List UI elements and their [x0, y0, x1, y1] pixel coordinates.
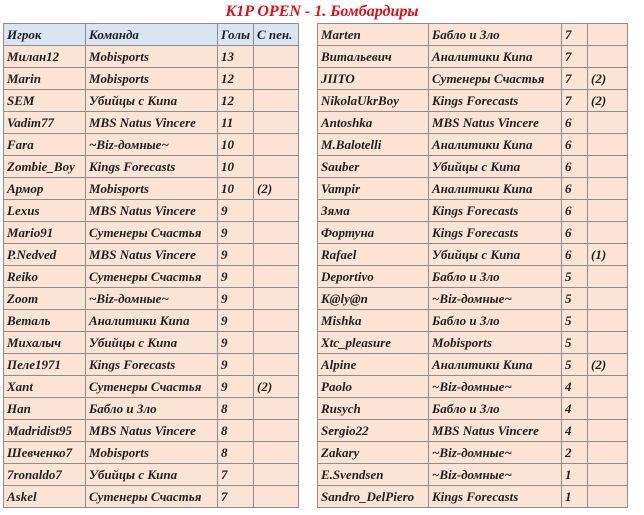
cell-player: Zakary: [318, 442, 429, 464]
cell-team: Mobisports: [86, 68, 218, 90]
cell-penalty: (2): [588, 90, 628, 112]
cell-penalty: [254, 332, 299, 354]
cell-player: Zoom: [4, 288, 86, 310]
cell-player: Alpine: [318, 354, 429, 376]
cell-team: Аналитики Кипа: [429, 354, 562, 376]
cell-penalty: [254, 310, 299, 332]
cell-player: Paolo: [318, 376, 429, 398]
cell-team: Аналитики Кипа: [86, 310, 218, 332]
cell-player: Зяма: [318, 200, 429, 222]
cell-penalty: [254, 398, 299, 420]
cell-team: Mobisports: [86, 442, 218, 464]
table-row: [318, 90, 628, 112]
table-row: [4, 442, 299, 464]
cell-goals: 10: [218, 178, 254, 200]
cell-team: MBS Natus Vincere: [86, 244, 218, 266]
cell-penalty: [588, 332, 628, 354]
cell-team: Сутенеры Счастья: [429, 68, 562, 90]
cell-team: Убийцы с Кипа: [429, 156, 562, 178]
table-row: [318, 244, 628, 266]
cell-penalty: [588, 112, 628, 134]
table-row: [318, 266, 628, 288]
cell-goals: 7: [562, 24, 588, 46]
table-row: [4, 200, 299, 222]
cell-player: Веталь: [4, 310, 86, 332]
cell-goals: 7: [562, 46, 588, 68]
cell-team: Аналитики Кипа: [429, 134, 562, 156]
cell-team: MBS Natus Vincere: [429, 112, 562, 134]
cell-team: Убийцы с Кипа: [86, 90, 218, 112]
cell-player: Xant: [4, 376, 86, 398]
scorers-table-right: [317, 23, 628, 508]
table-row: [318, 332, 628, 354]
cell-penalty: [588, 420, 628, 442]
cell-player: 7ronaldo7: [4, 464, 86, 486]
cell-goals: 9: [218, 222, 254, 244]
cell-penalty: [254, 112, 299, 134]
cell-penalty: [254, 222, 299, 244]
cell-penalty: (2): [588, 68, 628, 90]
table-row: [4, 354, 299, 376]
cell-team: Kings Forecasts: [86, 354, 218, 376]
cell-player: Милан12: [4, 46, 86, 68]
table-row: [318, 112, 628, 134]
cell-goals: 12: [218, 68, 254, 90]
table-row: [318, 420, 628, 442]
cell-penalty: (2): [254, 178, 299, 200]
table-row: [318, 24, 628, 46]
header-goals: Голы: [218, 24, 254, 46]
cell-goals: 10: [218, 156, 254, 178]
table-row: [4, 134, 299, 156]
table-row: [318, 46, 628, 68]
cell-team: Бабло и Зло: [429, 24, 562, 46]
table-row: [318, 376, 628, 398]
cell-player: K@ly@n: [318, 288, 429, 310]
cell-goals: 1: [562, 464, 588, 486]
table-row: [318, 442, 628, 464]
cell-team: Kings Forecasts: [429, 222, 562, 244]
cell-penalty: [254, 244, 299, 266]
cell-team: Убийцы с Кипа: [86, 332, 218, 354]
cell-goals: 9: [218, 200, 254, 222]
table-row: [4, 310, 299, 332]
scorers-table-left: [3, 23, 299, 508]
table-row: [318, 398, 628, 420]
cell-goals: 9: [218, 266, 254, 288]
cell-team: Сутенеры Счастья: [86, 222, 218, 244]
cell-goals: 8: [218, 398, 254, 420]
cell-penalty: [254, 200, 299, 222]
cell-penalty: [254, 486, 299, 508]
cell-player: JIITO: [318, 68, 429, 90]
cell-penalty: [254, 156, 299, 178]
cell-team: ~Biz-домные~: [86, 134, 218, 156]
table-header-row: [4, 24, 299, 46]
cell-player: Rusych: [318, 398, 429, 420]
cell-goals: 7: [562, 68, 588, 90]
cell-player: Zombie_Boy: [4, 156, 86, 178]
cell-team: Kings Forecasts: [429, 486, 562, 508]
cell-player: Antoshka: [318, 112, 429, 134]
cell-team: Сутенеры Счастья: [86, 376, 218, 398]
table-row: [318, 222, 628, 244]
cell-goals: 5: [562, 288, 588, 310]
cell-player: Vampir: [318, 178, 429, 200]
table-row: [4, 46, 299, 68]
cell-goals: 6: [562, 156, 588, 178]
cell-team: ~Biz-домные~: [429, 376, 562, 398]
cell-penalty: [254, 134, 299, 156]
cell-penalty: [588, 200, 628, 222]
table-row: [318, 288, 628, 310]
table-row: [4, 486, 299, 508]
cell-goals: 7: [218, 464, 254, 486]
cell-penalty: [254, 420, 299, 442]
cell-team: ~Biz-домные~: [429, 464, 562, 486]
cell-team: Убийцы с Кипа: [429, 244, 562, 266]
cell-goals: 6: [562, 200, 588, 222]
cell-goals: 8: [218, 442, 254, 464]
cell-penalty: [254, 68, 299, 90]
cell-player: Mishka: [318, 310, 429, 332]
cell-penalty: (2): [254, 376, 299, 398]
cell-player: Шевченко7: [4, 442, 86, 464]
header-penalty: С пен.: [254, 24, 299, 46]
table-row: [4, 288, 299, 310]
cell-player: Михалыч: [4, 332, 86, 354]
cell-goals: 11: [218, 112, 254, 134]
table-row: [4, 178, 299, 200]
cell-team: Бабло и Зло: [429, 398, 562, 420]
cell-player: Fara: [4, 134, 86, 156]
cell-goals: 5: [562, 332, 588, 354]
cell-team: MBS Natus Vincere: [86, 200, 218, 222]
cell-penalty: [254, 46, 299, 68]
cell-team: MBS Natus Vincere: [86, 420, 218, 442]
cell-team: ~Biz-домные~: [429, 288, 562, 310]
cell-team: Kings Forecasts: [429, 90, 562, 112]
table-row: [318, 68, 628, 90]
cell-goals: 4: [562, 376, 588, 398]
table-row: [4, 464, 299, 486]
cell-team: ~Biz-домные~: [86, 288, 218, 310]
cell-penalty: [254, 354, 299, 376]
cell-player: Deportivo: [318, 266, 429, 288]
cell-penalty: [588, 486, 628, 508]
cell-goals: 4: [562, 398, 588, 420]
cell-penalty: [588, 310, 628, 332]
cell-penalty: [588, 156, 628, 178]
cell-penalty: [588, 288, 628, 310]
cell-penalty: [588, 134, 628, 156]
cell-penalty: [588, 398, 628, 420]
cell-goals: 6: [562, 178, 588, 200]
cell-goals: 5: [562, 354, 588, 376]
cell-player: Madridist95: [4, 420, 86, 442]
cell-goals: 12: [218, 90, 254, 112]
table-row: [318, 354, 628, 376]
cell-goals: 2: [562, 442, 588, 464]
cell-goals: 9: [218, 310, 254, 332]
cell-penalty: (1): [588, 244, 628, 266]
cell-goals: 7: [218, 486, 254, 508]
cell-penalty: [588, 464, 628, 486]
cell-goals: 5: [562, 310, 588, 332]
cell-penalty: [588, 178, 628, 200]
cell-player: M.Balotelli: [318, 134, 429, 156]
cell-penalty: [254, 442, 299, 464]
cell-penalty: [588, 24, 628, 46]
cell-player: E.Svendsen: [318, 464, 429, 486]
cell-team: Сутенеры Счастья: [86, 486, 218, 508]
cell-penalty: [254, 464, 299, 486]
cell-penalty: [588, 266, 628, 288]
table-row: [4, 332, 299, 354]
cell-player: Vadim77: [4, 112, 86, 134]
header-team: Команда: [86, 24, 218, 46]
cell-team: MBS Natus Vincere: [86, 112, 218, 134]
table-row: [4, 376, 299, 398]
cell-goals: 9: [218, 244, 254, 266]
cell-goals: 6: [562, 134, 588, 156]
table-row: [4, 244, 299, 266]
cell-goals: 1: [562, 486, 588, 508]
cell-goals: 10: [218, 134, 254, 156]
table-row: [318, 178, 628, 200]
cell-team: Mobisports: [86, 46, 218, 68]
table-row: [4, 266, 299, 288]
cell-player: Фортуна: [318, 222, 429, 244]
cell-player: Askel: [4, 486, 86, 508]
cell-player: Sauber: [318, 156, 429, 178]
cell-team: Kings Forecasts: [86, 156, 218, 178]
cell-player: Rafael: [318, 244, 429, 266]
cell-player: Пеле1971: [4, 354, 86, 376]
table-row: [4, 68, 299, 90]
table-row: [4, 90, 299, 112]
cell-goals: 9: [218, 354, 254, 376]
table-row: [4, 156, 299, 178]
table-row: [4, 398, 299, 420]
cell-goals: 9: [218, 376, 254, 398]
cell-team: ~Biz-домные~: [429, 442, 562, 464]
cell-team: Аналитики Кипа: [429, 46, 562, 68]
cell-team: Аналитики Кипа: [429, 178, 562, 200]
table-row: [4, 420, 299, 442]
cell-goals: 9: [218, 288, 254, 310]
cell-team: Убийцы с Кипа: [86, 464, 218, 486]
cell-player: Reiko: [4, 266, 86, 288]
cell-player: Lexus: [4, 200, 86, 222]
cell-player: NikolaUkrBoy: [318, 90, 429, 112]
cell-penalty: [588, 442, 628, 464]
cell-team: Бабло и Зло: [86, 398, 218, 420]
table-row: [318, 486, 628, 508]
table-row: [4, 222, 299, 244]
cell-team: Mobisports: [429, 332, 562, 354]
cell-penalty: [254, 288, 299, 310]
cell-goals: 6: [562, 244, 588, 266]
cell-penalty: [588, 46, 628, 68]
cell-team: Сутенеры Счастья: [86, 266, 218, 288]
table-row: [318, 310, 628, 332]
table-row: [318, 464, 628, 486]
cell-player: Sergio22: [318, 420, 429, 442]
cell-goals: 5: [562, 266, 588, 288]
cell-goals: 4: [562, 420, 588, 442]
cell-team: Бабло и Зло: [429, 310, 562, 332]
cell-player: Mario91: [4, 222, 86, 244]
cell-team: Kings Forecasts: [429, 200, 562, 222]
table-row: [318, 200, 628, 222]
cell-player: Xtc_pleasure: [318, 332, 429, 354]
cell-team: Бабло и Зло: [429, 266, 562, 288]
cell-penalty: [588, 376, 628, 398]
table-row: [4, 112, 299, 134]
cell-player: Армор: [4, 178, 86, 200]
cell-penalty: [588, 222, 628, 244]
cell-penalty: (2): [588, 354, 628, 376]
cell-goals: 9: [218, 332, 254, 354]
cell-player: P.Nedved: [4, 244, 86, 266]
cell-penalty: [254, 266, 299, 288]
cell-team: Mobisports: [86, 178, 218, 200]
cell-team: MBS Natus Vincere: [429, 420, 562, 442]
cell-player: SEM: [4, 90, 86, 112]
cell-goals: 13: [218, 46, 254, 68]
cell-player: Han: [4, 398, 86, 420]
cell-player: Sandro_DelPiero: [318, 486, 429, 508]
cell-penalty: [254, 90, 299, 112]
cell-player: Marten: [318, 24, 429, 46]
cell-goals: 6: [562, 222, 588, 244]
table-row: [318, 156, 628, 178]
table-row: [318, 134, 628, 156]
header-player: Игрок: [4, 24, 86, 46]
cell-player: Marin: [4, 68, 86, 90]
cell-goals: 8: [218, 420, 254, 442]
cell-goals: 7: [562, 90, 588, 112]
page-title: K1P OPEN - 1. Бомбардиры: [225, 3, 419, 20]
cell-player: Витальевич: [318, 46, 429, 68]
cell-goals: 6: [562, 112, 588, 134]
